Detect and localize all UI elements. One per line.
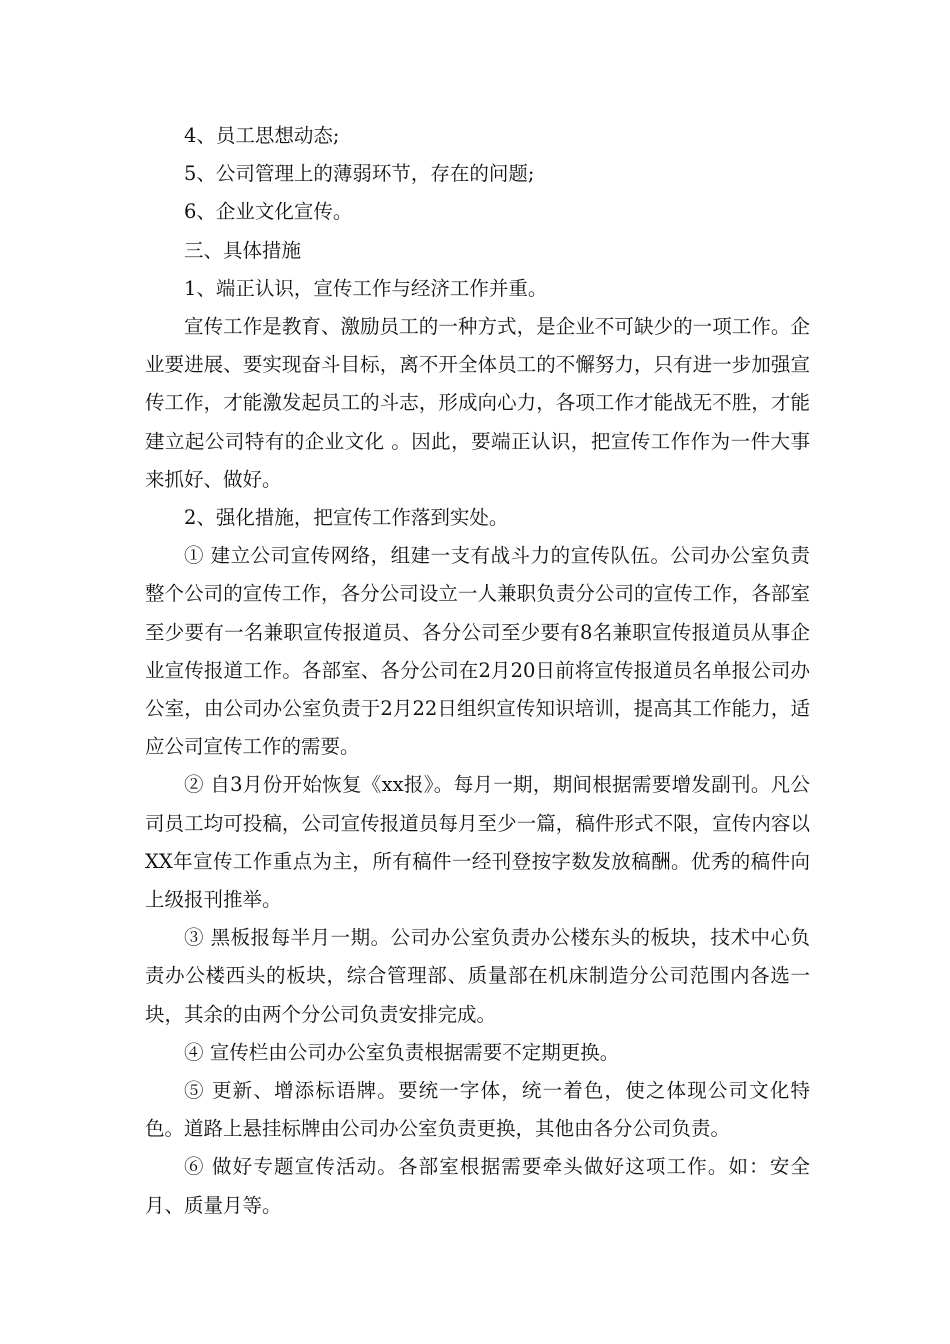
list-item-management-weakness: 5、公司管理上的薄弱环节，存在的问题; — [184, 162, 535, 186]
paragraph-bulletin-board: ④ 宣传栏由公司办公室负责根据需要不定期更换。 — [184, 1040, 620, 1064]
paragraph-publicity-importance: 宣传工作是教育、激励员工的一种方式，是企业不可缺少的一项工作。企业要进展、要实现奋斗目标，离不开全体员工的不懈努力，只有进一步加强宣传工作，才能激发起员工的斗志，形成向心力，各项工作才能战无不胜，才能建立起公司特有的企业文化 。因此，要端正认识，把宣传工作作为一件大事来抓好、做好。 — [145, 315, 810, 491]
paragraph-publicity-network: ① 建立公司宣传网络，组建一支有战斗力的宣传队伍。公司办公室负责整个公司的宣传工作，各分公司设立一人兼职负责分公司的宣传工作，各部室至少要有一名兼职宣传报道员、各分公司至少要有8名兼职宣传报道员从事企业宣传报道工作。各部室、各分公司在2月20日前将宣传报道员名单报公司办公室，由公司办公室负责于2月22日组织宣传知识培训，提高其工作能力，适应公司宣传工作的需要。 — [145, 544, 810, 759]
subheading-correct-understanding: 1、端正认识，宣传工作与经济工作并重。 — [184, 276, 548, 300]
document-body — [145, 117, 810, 1225]
paragraph-slogan-signs: ⑤ 更新、增添标语牌。要统一字体，统一着色，使之体现公司文化特色。道路上悬挂标牌由公司办公室负责更换，其他由各分公司负责。 — [145, 1079, 810, 1141]
section-heading-measures: 三、具体措施 — [184, 238, 302, 262]
list-item-corporate-culture: 6、企业文化宣传。 — [184, 200, 353, 224]
paragraph-special-campaigns: ⑥ 做好专题宣传活动。各部室根据需要牵头做好这项工作。如：安全月、质量月等。 — [145, 1155, 810, 1217]
subheading-strengthen-measures: 2、强化措施，把宣传工作落到实处。 — [184, 506, 509, 530]
paragraph-blackboard: ③ 黑板报每半月一期。公司办公室负责办公楼东头的板块，技术中心负责办公楼西头的板块，综合管理部、质量部在机床制造分公司范围内各选一块，其余的由两个分公司负责安排完成。 — [145, 926, 810, 1026]
list-item-employee-thoughts: 4、员工思想动态; — [184, 124, 340, 147]
paragraph-newspaper: ② 自3月份开始恢复《xx报》。每月一期，期间根据需要增发副刊。凡公司员工均可投稿，公司宣传报道员每月至少一篇，稿件形式不限，宣传内容以XX年宣传工作重点为主，所有稿件一经刊登按字数发放稿酬。优秀的稿件向上级报刊推举。 — [145, 773, 810, 912]
